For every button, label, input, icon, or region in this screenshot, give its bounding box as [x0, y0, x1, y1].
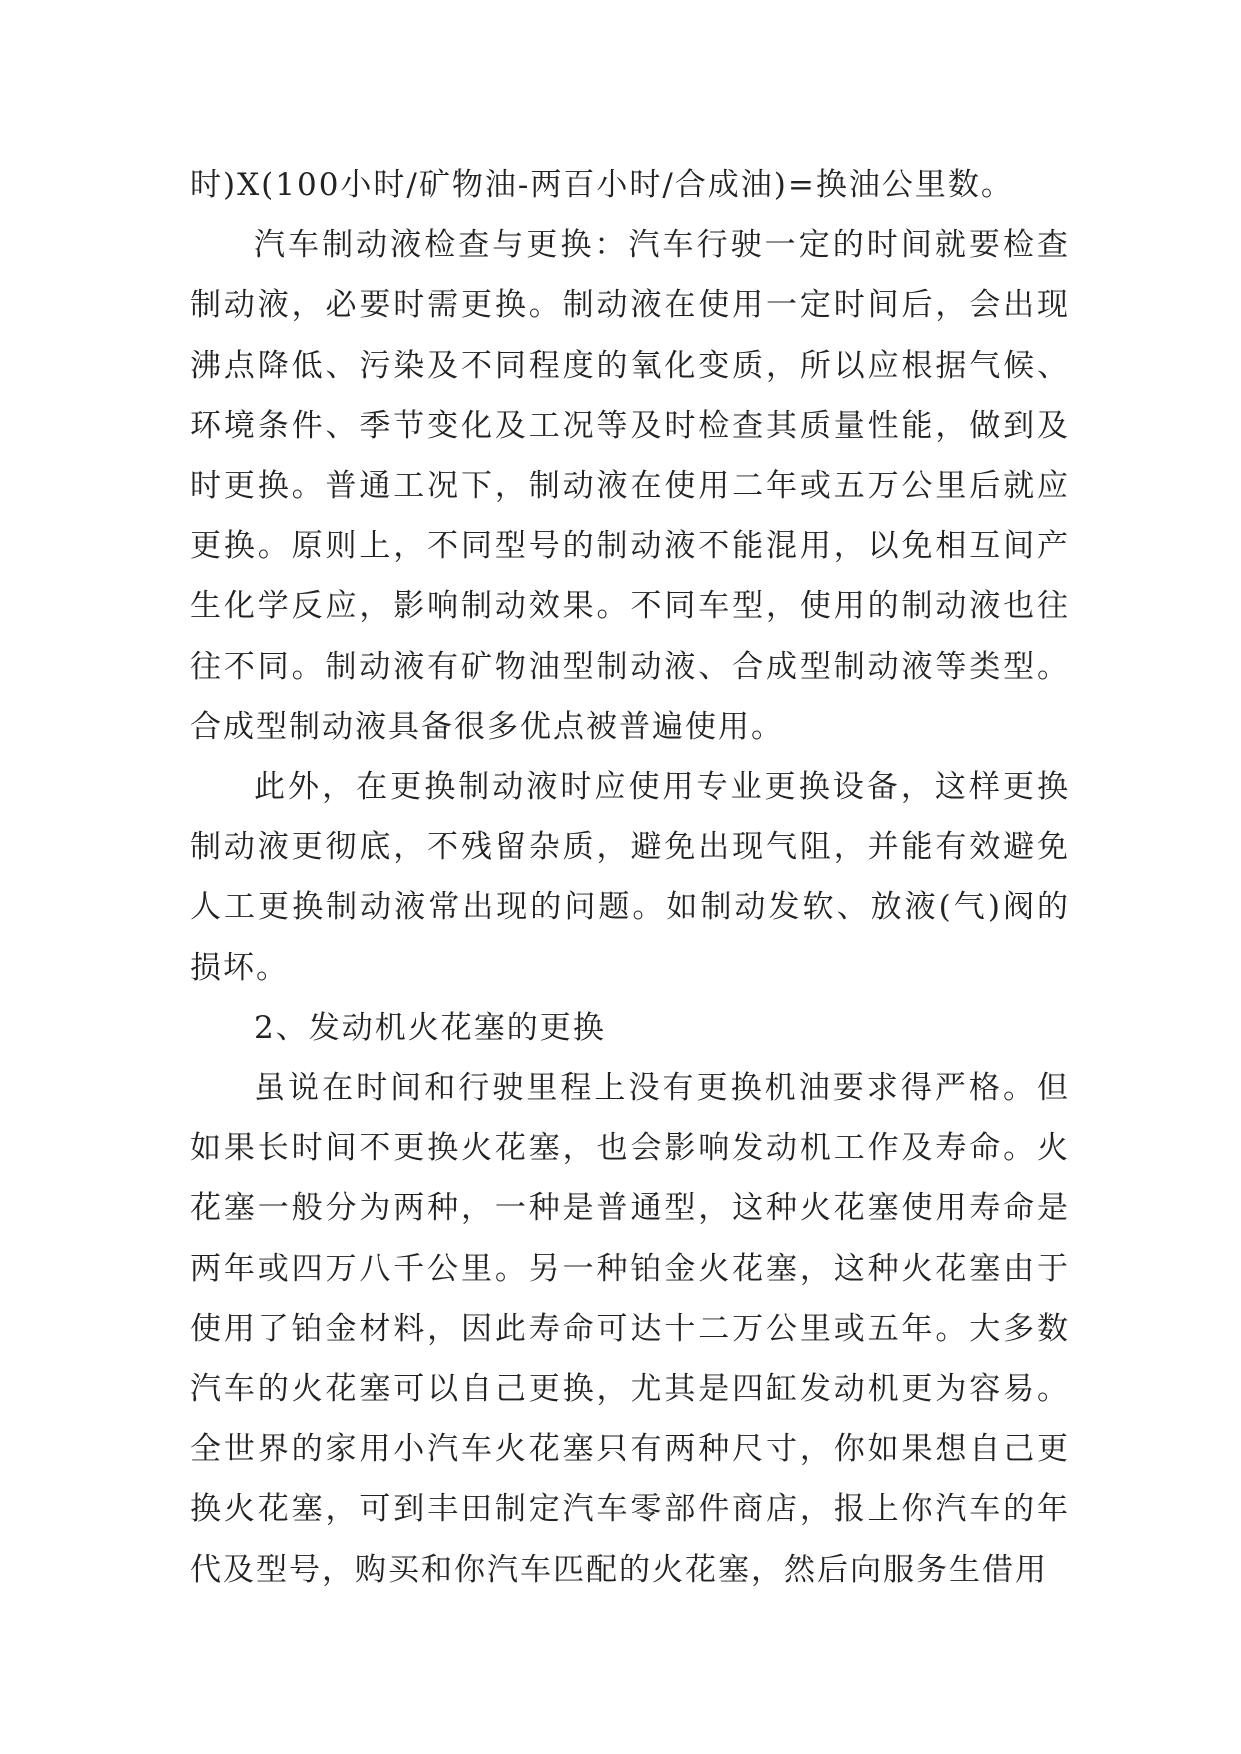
paragraph-brake-fluid: 汽车制动液检查与更换：汽车行驶一定的时间就要检查制动液，必要时需更换。制动液在使用一定时间后，会出现沸点降低、污染及不同程度的氧化变质，所以应根据气候、环境条件、季节变化及工况等及时检查其质量性能，做到及时更换。普通工况下，制动液在使用二年或五万公里后就应更换。原则上，不同型号的制动液不能混用，以免相互间产生化学反应，影响制动效果。不同车型，使用的制动液也往往不同。制动液有矿物油型制动液、合成型制动液等类型。合成型制动液具备很多优点被普遍使用。 [190, 227, 1070, 745]
paragraph-formula-continuation: 时)X(100小时/矿物油-两百小时/合成油)=换油公里数。 [190, 167, 1014, 203]
section-heading-spark-plug: 2、发动机火花塞的更换 [254, 1009, 606, 1046]
document-body [190, 155, 1070, 1600]
paragraph-brake-fluid-equipment: 此外，在更换制动液时应使用专业更换设备，这样更换制动液更彻底，不残留杂质，避免出现气阻，并能有效避免人工更换制动液常出现的问题。如制动发软、放液(气)阀的损坏。 [190, 769, 1070, 986]
paragraph-spark-plug: 虽说在时间和行驶里程上没有更换机油要求得严格。但如果长时间不更换火花塞，也会影响发动机工作及寿命。火花塞一般分为两种，一种是普通型，这种火花塞使用寿命是两年或四万八千公里。另一种铂金火花塞，这种火花塞由于使用了铂金材料，因此寿命可达十二万公里或五年。大多数汽车的火花塞可以自己更换，尤其是四缸发动机更为容易。全世界的家用小汽车火花塞只有两种尺寸，你如果想自己更换火花塞，可到丰田制定汽车零部件商店，报上你汽车的年代及型号，购买和你汽车匹配的火花塞，然后向服务生借用 [190, 1070, 1070, 1588]
